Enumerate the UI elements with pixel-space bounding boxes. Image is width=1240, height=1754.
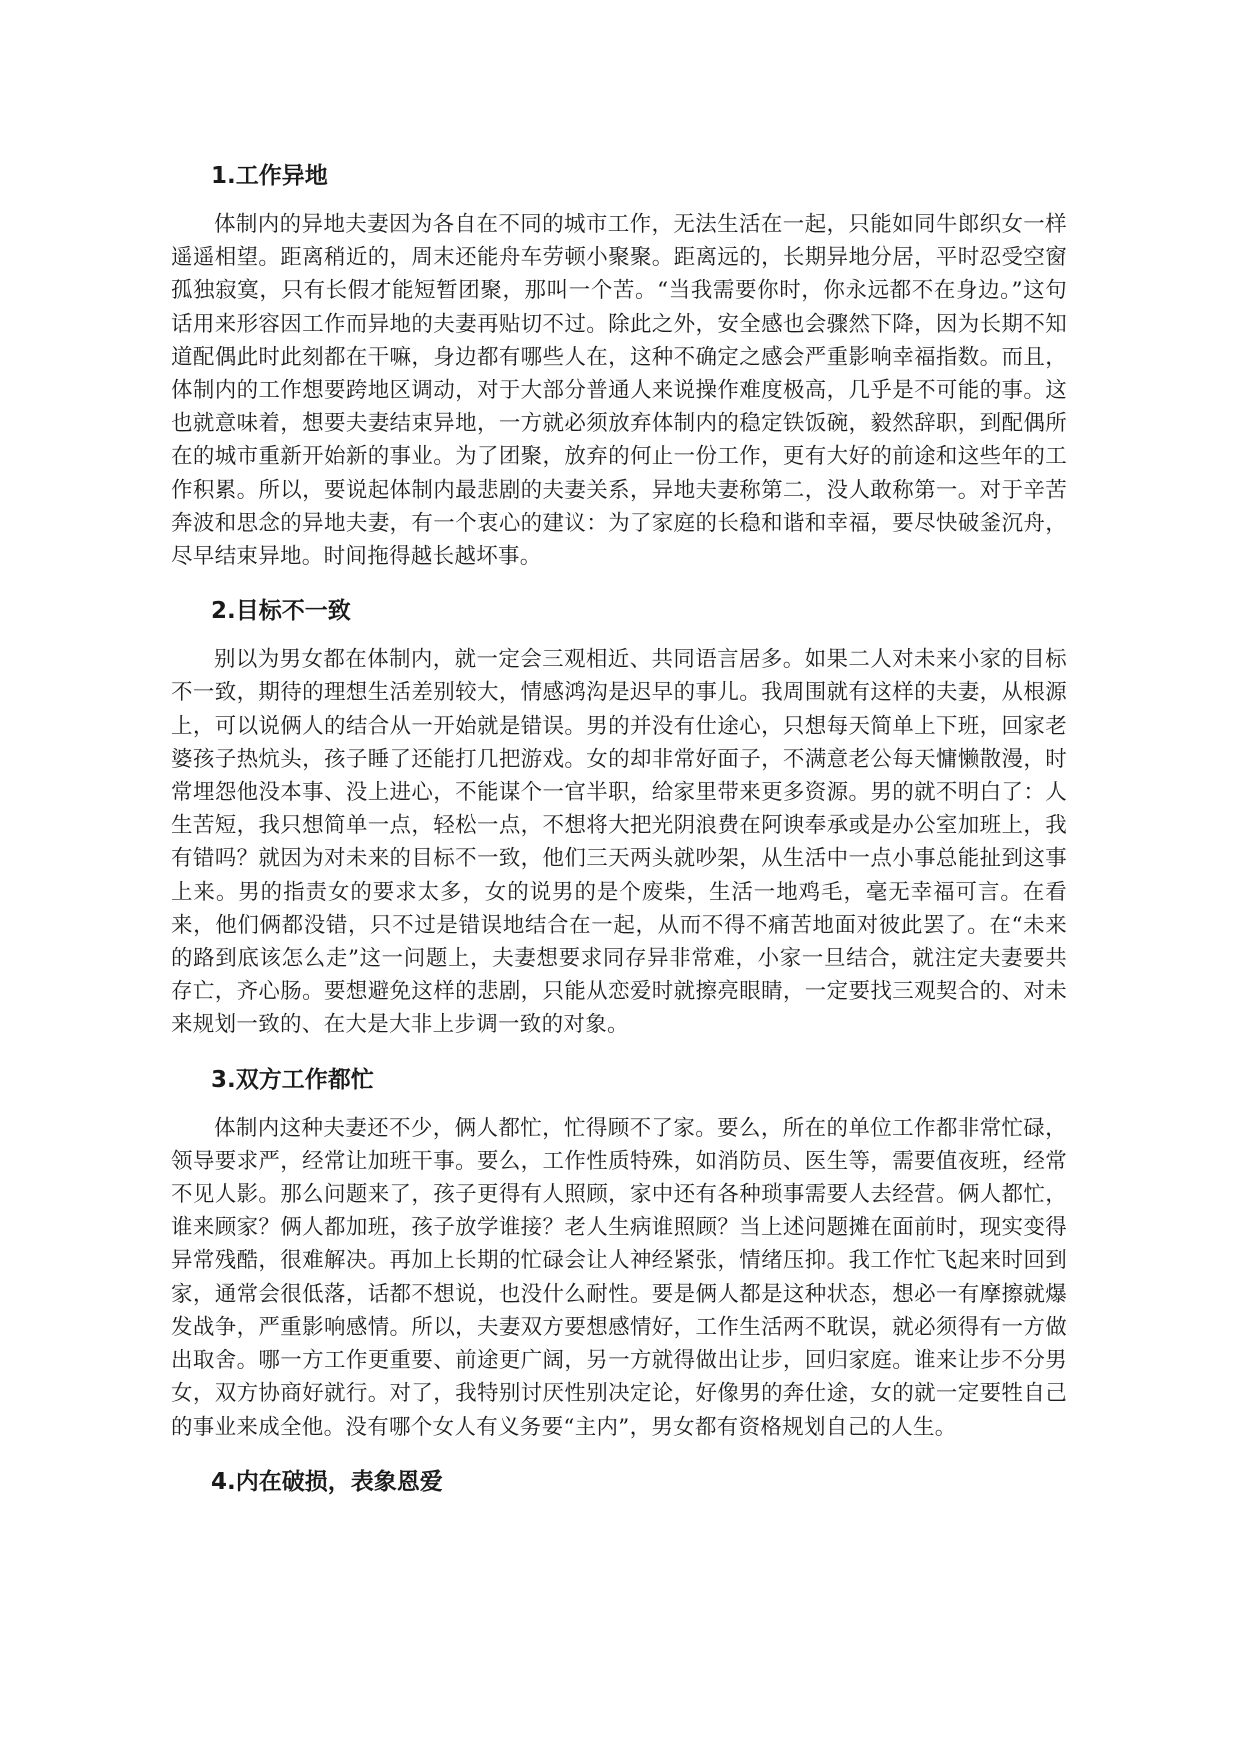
document-body xyxy=(171,160,1067,1498)
section-paragraph-different-goals: 别以为男女都在体制内，就一定会三观相近、共同语言居多。如果二人对未来小家的目标不一致，期待的理想生活差别较大，情感鸿沟是迟早的事儿。我周围就有这样的夫妻，从根源上，可以说俩人的结合从一开始就是错误。男的并没有仕途心，只想每天简单上下班，回家老婆孩子热炕头，孩子睡了还能打几把游戏。女的却非常好面子，不满意老公每天慵懒散漫，时常埋怨他没本事、没上进心，不能谋个一官半职，给家里带来更多资源。男的就不明白了：人生苦短，我只想简单一点，轻松一点，不想将大把光阴浪费在阿谀奉承或是办公室加班上，我有错吗？就因为对未来的目标不一致，他们三天两头就吵架，从生活中一点小事总能扯到这事上来。男的指责女的要求太多，女的说男的是个废柴，生活一地鸡毛，毫无幸福可言。在看来，他们俩都没错，只不过是错误地结合在一起，从而不得不痛苦地面对彼此罢了。在“未来的路到底该怎么走”这一问题上，夫妻想要求同存异非常难，小家一旦结合，就注定夫妻要共存亡，齐心肠。要想避免这样的悲剧，只能从恋爱时就擦亮眼睛，一定要找三观契合的、对未来规划一致的、在大是大非上步调一致的对象。 xyxy=(171,647,1067,1038)
section-heading-inner-damage: 4.内在破损，表象恩爱 xyxy=(211,1468,443,1495)
section-paragraph-both-busy: 体制内这种夫妻还不少，俩人都忙，忙得顾不了家。要么，所在的单位工作都非常忙碌，领导要求严，经常让加班干事。要么，工作性质特殊，如消防员、医生等，需要值夜班，经常不见人影。那么问题来了，孩子更得有人照顾，家中还有各种琐事需要人去经营。俩人都忙，谁来顾家？俩人都加班，孩子放学谁接？老人生病谁照顾？当上述问题摊在面前时，现实变得异常残酷，很难解决。再加上长期的忙碌会让人神经紧张，情绪压抑。我工作忙飞起来时回到家，通常会很低落，话都不想说，也没什么耐性。要是俩人都是这种状态，想必一有摩擦就爆发战争，严重影响感情。所以，夫妻双方要想感情好，工作生活两不耽误，就必须得有一方做出取舍。哪一方工作更重要、前途更广阔，另一方就得做出让步，回归家庭。谁来让步不分男女，双方协商好就行。对了，我特别讨厌性别决定论，好像男的奔仕途，女的就一定要牲自己的事业来成全他。没有哪个女人有义务要“主内”，男女都有资格规划自己的人生。 xyxy=(171,1115,1067,1440)
section-heading-different-goals: 2.目标不一致 xyxy=(211,598,351,625)
section-heading-both-busy: 3.双方工作都忙 xyxy=(211,1066,374,1093)
section-heading-work-apart: 1.工作异地 xyxy=(211,163,328,189)
section-paragraph-work-apart: 体制内的异地夫妻因为各自在不同的城市工作，无法生活在一起，只能如同牛郎织女一样遥遥相望。距离稍近的，周末还能舟车劳顿小聚聚。距离远的，长期异地分居，平时忍受空窗孤独寂寞，只有长假才能短暂团聚，那叫一个苦。“当我需要你时，你永远都不在身边。”这句话用来形容因工作而异地的夫妻再贴切不过。除此之外，安全感也会骤然下降，因为长期不知道配偶此时此刻都在干嘛，身边都有哪些人在，这种不确定之感会严重影响幸福指数。而且，体制内的工作想要跨地区调动，对于大部分普通人来说操作难度极高，几乎是不可能的事。这也就意味着，想要夫妻结束异地，一方就必须放弃体制内的稳定铁饭碗，毅然辞职，到配偶所在的城市重新开始新的事业。为了团聚，放弃的何止一份工作，更有大好的前途和这些年的工作积累。所以，要说起体制内最悲剧的夫妻关系，异地夫妻称第二，没人敢称第一。对于辛苦奔波和思念的异地夫妻，有一个衷心的建议：为了家庭的长稳和谐和幸福，要尽快破釜沉舟，尽早结束异地。时间拖得越长越坏事。 xyxy=(171,212,1067,570)
